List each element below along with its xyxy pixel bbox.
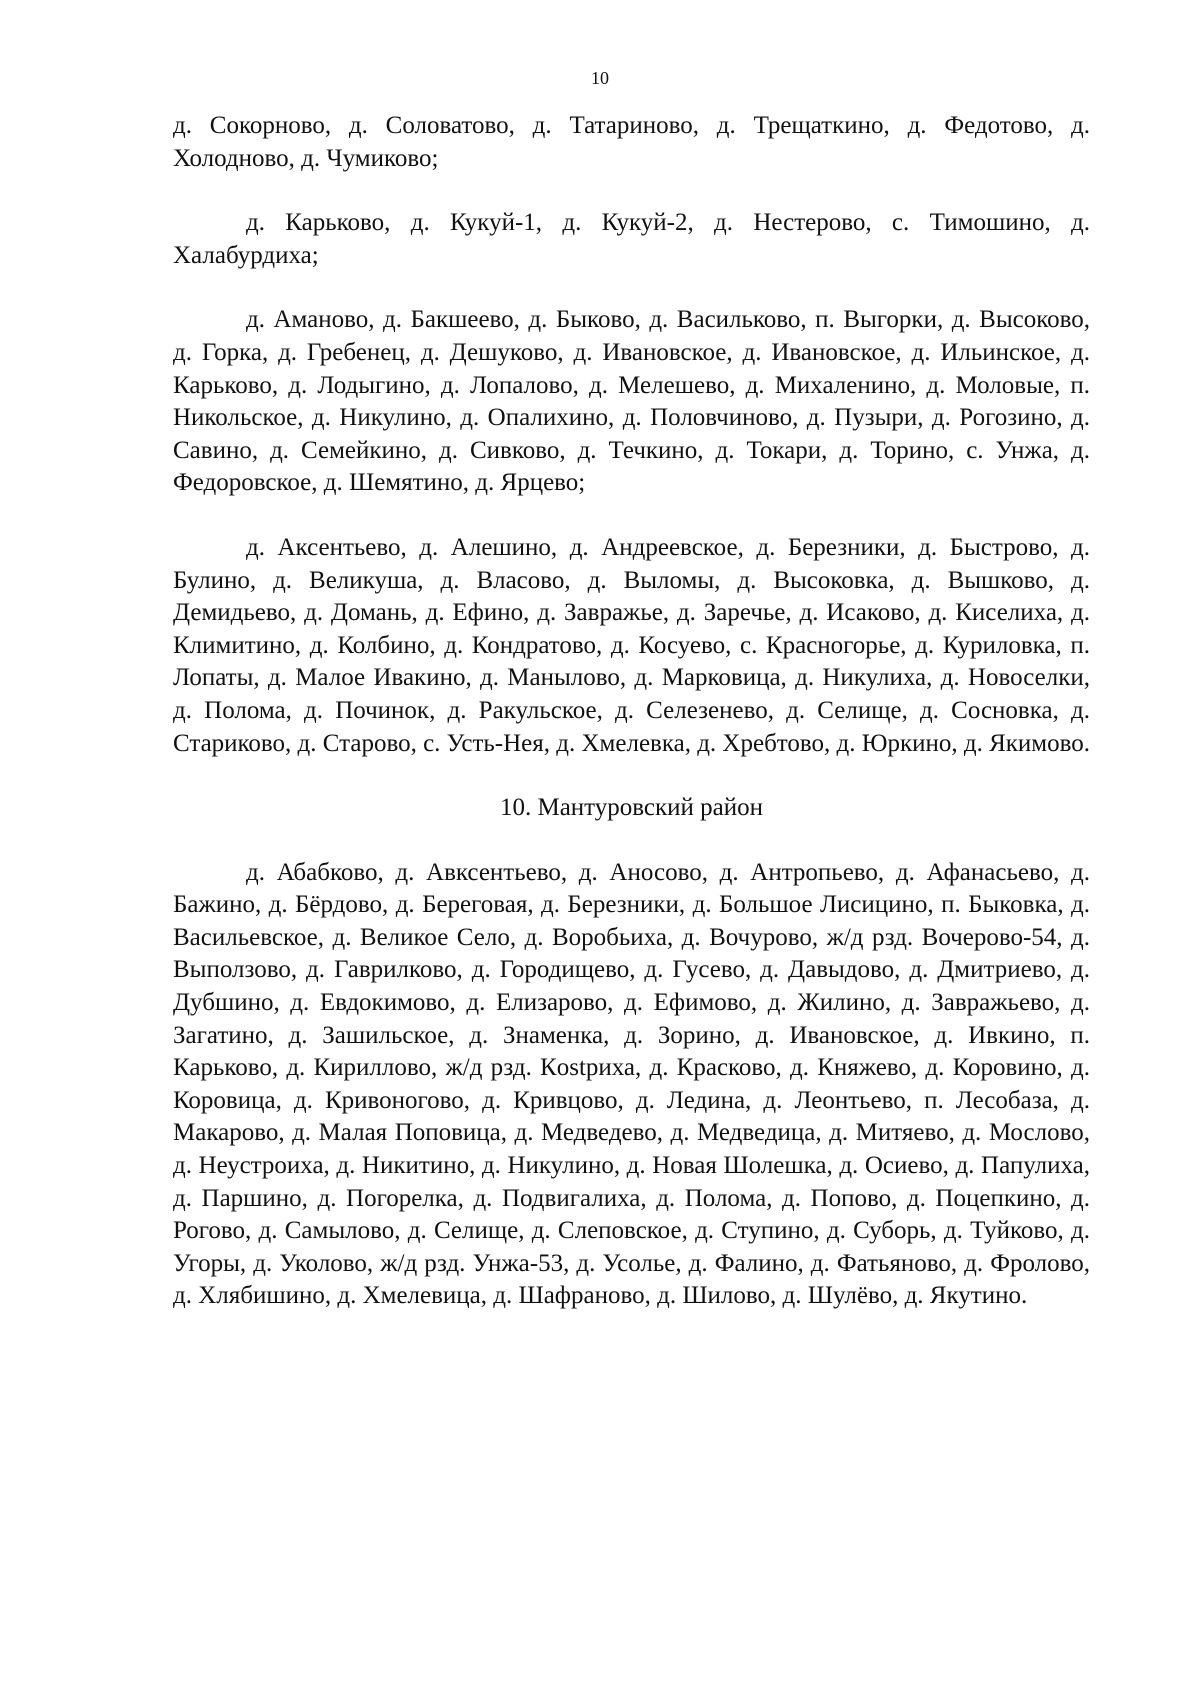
section-paragraph: д. Абабково, д. Авксентьево, д. Аносово, д. Антропьево, д. Афанасьево, д. Бажино, д. Бёрдово, д. Береговая, д. Березники, д. Большое Лисицино, п. Быковка, д. Васильевское, д. Великое Село, д. Воробьиха, д. Вочурово, ж/д рзд. Вочерово-54, д. Выползово, д. Гаврилково, д. Городищево, д. Гусево, д. Давыдово, д. Дмитриево, д. Дубшино, д. Евдокимово, д. Елизарово, д. Ефимово, д. Жилино, д. Завражьево, д. Загатино, д. Зашильское, д. Знаменка, д. Зорино, д. Ивановское, д. Ивкино, п. Карьково, д. Кириллово, ж/д рзд. Кostриха, д. Красково, д. Княжево, д. Коровино, д. Коровица, д. Кривоногово, д. Кривцово, д. Ледина, д. Леонтьево, п. Лесобаза, д. Макарово, д. Малая Поповица, д. Медведево, д. Медведица, д. Митяево, д. Мослово, д. Неустроиха, д. Никитино, д. Никулино, д. Новая Шолешка, д. Осиево, д. Папулиха, д. Паршино, д. Погорелка, д. Подвигалиха, д. Полома, д. Попово, д. Поцепкино, д. Рогово, д. Самылово, д. Селище, д. Слеповское, д. Ступино, д. Суборь, д. Туйково, д. Угоры, д. Уколово, ж/д рзд. Унжа-53, д. Усолье, д. Фалино, д. Фатьяново, д. Фролово, д. Хлябишино, д. Хмелевица, д. Шафраново, д. Шилово, д. Шулёво, д. Якутино.: [173, 858, 1090, 1310]
document-body: [173, 110, 1090, 1313]
paragraph-list-2: д. Карьково, д. Кукуй-1, д. Кукуй-2, д. Нестерово, с. Тимошино, д. Халабурдиха;: [173, 209, 1090, 269]
paragraph-list-4: д. Аксентьево, д. Алешино, д. Андреевское, д. Березники, д. Быстрово, д. Булино, д. Великуша, д. Власово, д. Выломы, д. Высоковка, д. Вышково, д. Демидьево, д. Домань, д. Ефино, д. Завражье, д. Заречье, д. Исаково, д. Киселиха, д. Климитино, д. Колбино, д. Кондратово, д. Косуево, с. Красногорье, д. Куриловка, п. Лопаты, д. Малое Ивакино, д. Манылово, д. Марковица, д. Никулиха, д. Новоселки, д. Полома, д. Починок, д. Ракульское, д. Селезенево, д. Селище, д. Сосновка, д. Стариково, д. Старово, с. Усть-Нея, д. Хмелевка, д. Хребтово, д. Юркино, д. Якимово.: [173, 533, 1090, 757]
paragraph-continuation: д. Сокорново, д. Соловатово, д. Татариново, д. Трещаткино, д. Федотово, д. Холодново, д. Чумиково;: [173, 112, 1090, 172]
paragraph-list-3: д. Аманово, д. Бакшеево, д. Быково, д. Васильково, п. Выгорки, д. Высоково, д. Горка, д. Гребенец, д. Дешуково, д. Ивановское, д. Ивановское, д. Ильинское, д. Карьково, д. Лодыгино, д. Лопалово, д. Мелешево, д. Михаленино, д. Моловые, п. Никольское, д. Никулино, д. Опалихино, д. Половчиново, д. Пузыри, д. Рогозино, д. Савино, д. Семейкино, д. Сивково, д. Течкино, д. Токари, д. Торино, с. Унжа, д. Федоровское, д. Шемятино, д. Ярцево;: [173, 306, 1090, 497]
page-number: 10: [591, 68, 609, 88]
section-heading: 10. Мантуровский район: [499, 794, 764, 822]
